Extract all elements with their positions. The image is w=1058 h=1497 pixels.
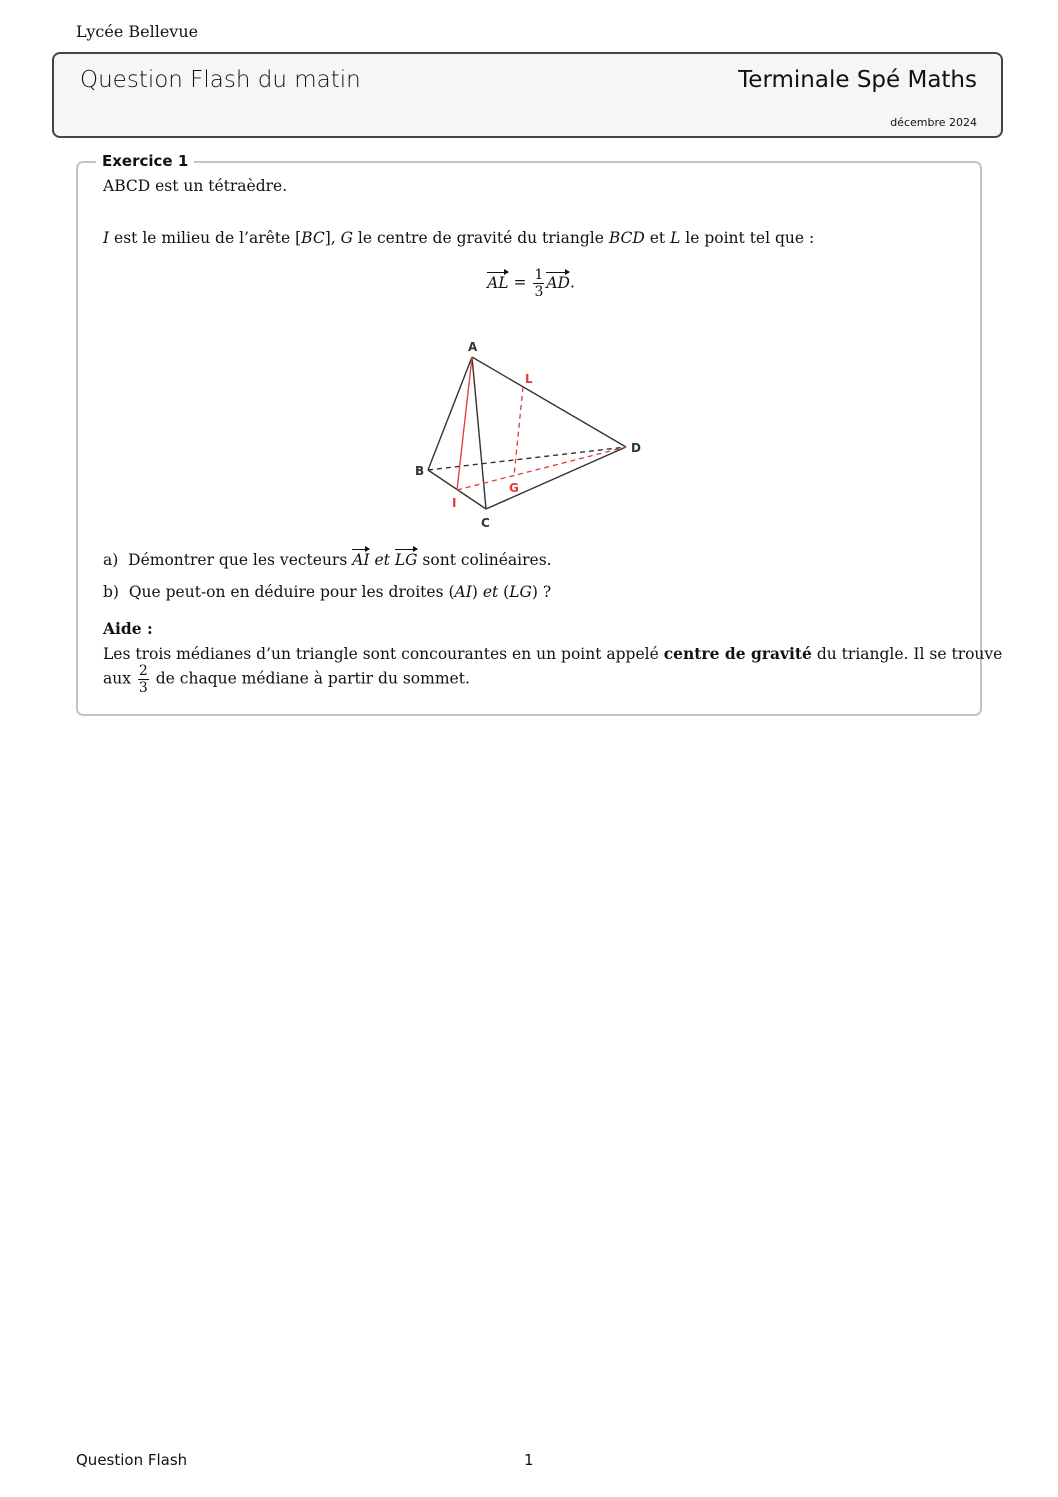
intro-text: ABCD est un tétraèdre. bbox=[103, 177, 288, 195]
header-box bbox=[52, 52, 1003, 138]
question-b: b) Que peut-on en déduire pour les droites (AI) et (LG) ? bbox=[103, 583, 552, 601]
label-d: D bbox=[631, 441, 641, 455]
class-name: Terminale Spé Maths bbox=[738, 67, 977, 93]
edge-ad bbox=[472, 357, 626, 447]
tetrahedron-figure bbox=[412, 335, 652, 535]
aide-text-line1: Les trois médianes d’un triangle sont concourantes en un point appelé centre de gravité du triangle. Il se trouve bbox=[103, 644, 1003, 663]
vector-equation: AL = $\frac{1}{3}$ AD. bbox=[487, 267, 575, 300]
label-i: I bbox=[452, 496, 457, 510]
segment-lg bbox=[514, 387, 523, 476]
edge-ac bbox=[472, 357, 486, 509]
edge-cd bbox=[486, 447, 626, 509]
aide-title: Aide : bbox=[103, 619, 153, 638]
date: décembre 2024 bbox=[890, 116, 977, 129]
footer-title: Question Flash bbox=[76, 1451, 188, 1469]
label-l: L bbox=[525, 372, 533, 386]
definition-text: I est le milieu de l’arête [BC], G le centre de gravité du triangle BCD et L le point tel que : bbox=[103, 229, 815, 247]
page-title: Question Flash du matin bbox=[80, 67, 361, 93]
edge-bd bbox=[428, 447, 626, 470]
exercise-title: Exercice 1 bbox=[96, 152, 194, 170]
aide-text-line2: aux $\frac{2}{3}$ de chaque médiane à partir du sommet. bbox=[103, 663, 470, 696]
exercise-box bbox=[76, 152, 1003, 716]
page-number: 1 bbox=[524, 1451, 534, 1469]
label-c: C bbox=[481, 516, 490, 530]
question-a: a) Démontrer que les vecteurs AI et LG sont colinéaires. bbox=[103, 551, 552, 569]
label-b: B bbox=[415, 464, 425, 478]
label-g: G bbox=[509, 481, 519, 495]
school-name: Lycée Bellevue bbox=[76, 22, 199, 41]
label-a: A bbox=[468, 340, 478, 354]
